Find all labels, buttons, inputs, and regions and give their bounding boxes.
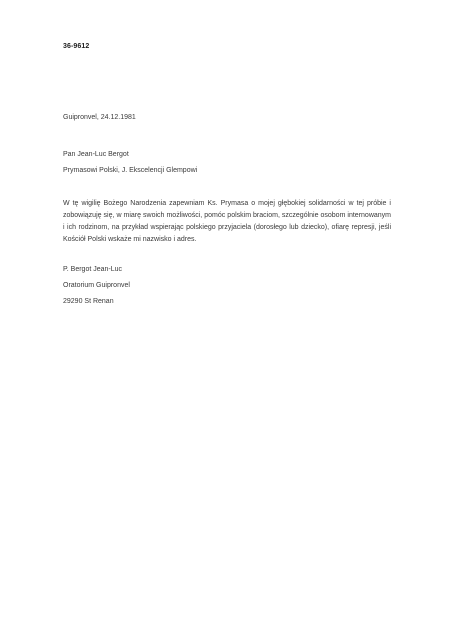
addressee-line: Prymasowi Polski, J. Ekscelencji Glempowi — [63, 167, 198, 174]
place-date: Guipronvel, 24.12.1981 — [63, 114, 136, 121]
signature-name: P. Bergot Jean-Luc — [63, 266, 123, 273]
signature-organization: Oratorium Guipronvel — [63, 282, 130, 289]
letter-body: W tę wigilię Bożego Narodzenia zapewniam Ks. Prymasa o mojej głębokiej solidarności w tej próbie i zobowiązuję się, w miarę swoich możliwości, pomóc polskim braciom, szczególnie osobom internowanym i ich rodzinom, na przykład wspierając polskiego przyjaciela (dorosłego lub dziecko), ofiarę represji, jeśli Kościół Polski wskaże mi nazwisko i adres. — [63, 200, 391, 243]
recipient-line: Pan Jean-Luc Bergot — [63, 151, 129, 158]
signature-address: 29290 St Renan — [63, 298, 114, 305]
document-id: 36-9612 — [63, 43, 90, 50]
